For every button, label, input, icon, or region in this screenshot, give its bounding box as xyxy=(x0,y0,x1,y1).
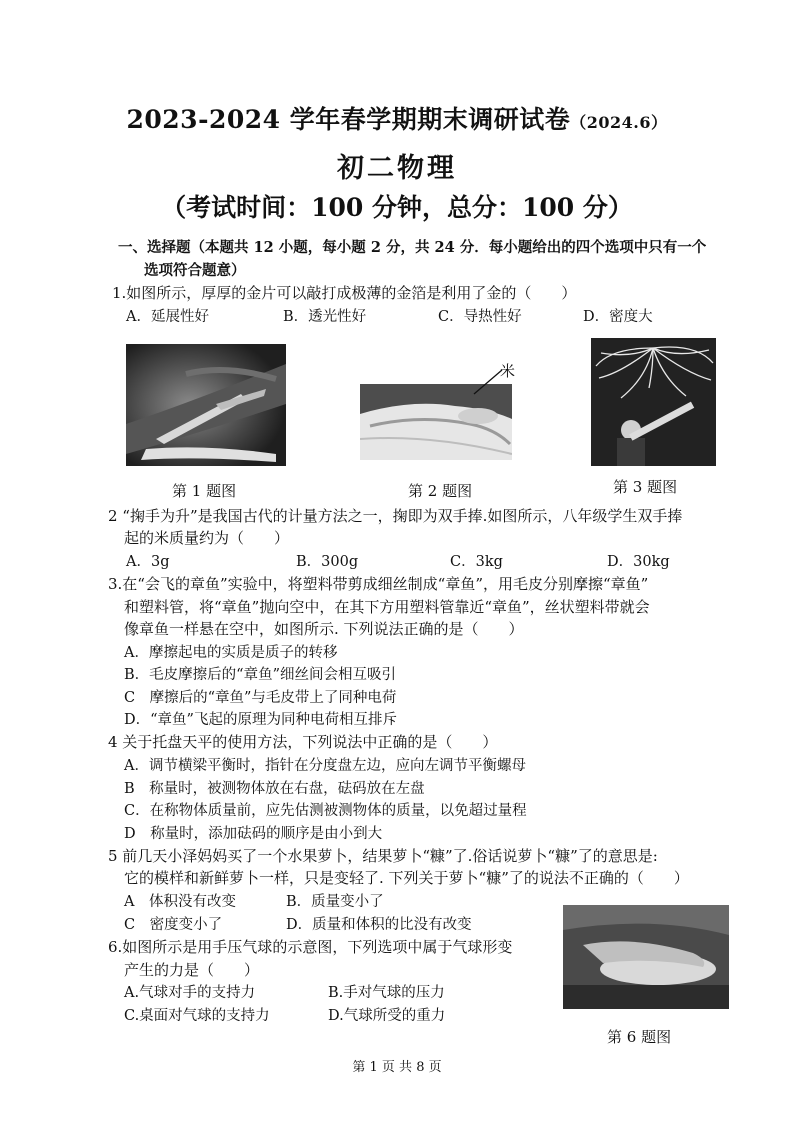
q1-option-b: B．透光性好 xyxy=(283,309,367,325)
question-3-line3: 像章鱼一样悬在空中，如图所示. 下列说法正确的是（ ） xyxy=(124,620,524,638)
figure-1-caption: 第 1 题图 xyxy=(172,482,237,500)
figure-1-photo xyxy=(126,344,286,466)
q6-option-d: D.气球所受的重力 xyxy=(328,1008,446,1024)
q1-option-a: A．延展性好 xyxy=(126,309,209,325)
question-5-line1: 5 前几天小泽妈妈买了一个水果萝卜，结果萝卜“糠”了.俗话说萝卜“糠”了的意思是: xyxy=(108,847,658,865)
q6-option-a: A.气球对手的支持力 xyxy=(124,985,256,1001)
q2-option-c: C．3kg xyxy=(450,554,503,570)
q4-option-c: C．在称物体质量前，应先估测被测物体的质量，以免超过量程 xyxy=(124,803,527,819)
question-3-line2: 和塑料管，将“章鱼”抛向空中，在其下方用塑料管靠近“章鱼”，丝状塑料带就会 xyxy=(124,598,650,616)
q4-option-d: D 称量时，添加砝码的顺序是由小到大 xyxy=(124,826,383,842)
figure-2-caption: 第 2 题图 xyxy=(408,482,473,500)
gold-foil-image xyxy=(126,344,286,466)
q5-option-a: A 体积没有改变 xyxy=(124,894,236,910)
exam-subject: 初二物理 xyxy=(337,153,457,184)
figure-6-caption: 第 6 题图 xyxy=(607,1028,672,1046)
q6-option-c: C.桌面对气球的支持力 xyxy=(124,1008,270,1024)
question-3-line1: 3.在“会飞的章鱼”实验中，将塑料带剪成细丝制成“章鱼”，用毛皮分别摩擦“章鱼” xyxy=(108,575,649,593)
figure-2-rice-label: 米 xyxy=(500,362,516,380)
question-2-line2: 起的米质量约为（ ） xyxy=(124,529,290,547)
q3-option-d: D．“章鱼”飞起的原理为同种电荷相互排斥 xyxy=(124,712,397,728)
question-6-line2: 产生的力是（ ） xyxy=(124,961,260,979)
q5-option-d: D．质量和体积的比没有改变 xyxy=(286,917,472,933)
q2-option-b: B．300g xyxy=(296,554,359,570)
q4-option-a: A．调节横梁平衡时，指针在分度盘左边，应向左调节平衡螺母 xyxy=(124,758,526,774)
q3-option-b: B．毛皮摩擦后的“章鱼”细丝间会相互吸引 xyxy=(124,667,396,683)
flying-octopus-image xyxy=(591,338,716,466)
question-4-stem: 4 关于托盘天平的使用方法，下列说法中正确的是（ ） xyxy=(108,733,498,751)
exam-date: （2024.6） xyxy=(570,113,668,132)
q2-option-a: A．3g xyxy=(126,554,170,570)
question-1-stem: 1.如图所示，厚厚的金片可以敲打成极薄的金箔是利用了金的（ ） xyxy=(112,284,577,302)
page-number: 第 1 页 共 8 页 xyxy=(352,1060,442,1075)
question-6-line1: 6.如图所示是用手压气球的示意图，下列选项中属于气球形变 xyxy=(108,938,513,956)
q3-option-c: C 摩擦后的“章鱼”与毛皮带上了同种电荷 xyxy=(124,690,397,706)
section-heading-cont: 选项符合题意） xyxy=(144,262,246,279)
figure-6-photo xyxy=(563,905,729,1009)
exam-title: 2023-2024 学年春学期期末调研试卷（2024.6） xyxy=(126,105,668,134)
q5-option-b: B．质量变小了 xyxy=(286,894,384,910)
q5-option-c: C 密度变小了 xyxy=(124,917,223,933)
figure-3-caption: 第 3 题图 xyxy=(613,478,678,496)
figure-3-photo xyxy=(591,338,716,466)
q3-option-a: A．摩擦起电的实质是质子的转移 xyxy=(124,645,338,661)
q6-option-b: B.手对气球的压力 xyxy=(328,985,445,1001)
question-2-line1: 2 “掬手为升”是我国古代的计量方法之一，掬即为双手捧.如图所示，八年级学生双手捧 xyxy=(108,507,683,525)
section-heading: 一、选择题（本题共 12 小题，每小题 2 分，共 24 分．每小题给出的四个选项中只有一个 xyxy=(118,239,707,256)
q1-option-c: C．导热性好 xyxy=(438,309,522,325)
exam-info: （考试时间：100 分钟，总分：100 分） xyxy=(161,193,633,222)
q4-option-b: B 称量时，被测物体放在右盘，砝码放在左盘 xyxy=(124,781,425,797)
q2-option-d: D．30kg xyxy=(607,554,670,570)
question-5-line2: 它的模样和新鲜萝卜一样，只是变轻了. 下列关于萝卜“糠”了的说法不正确的（ ） xyxy=(124,869,689,887)
hand-balloon-image xyxy=(563,905,729,1009)
q1-option-d: D．密度大 xyxy=(583,309,653,325)
